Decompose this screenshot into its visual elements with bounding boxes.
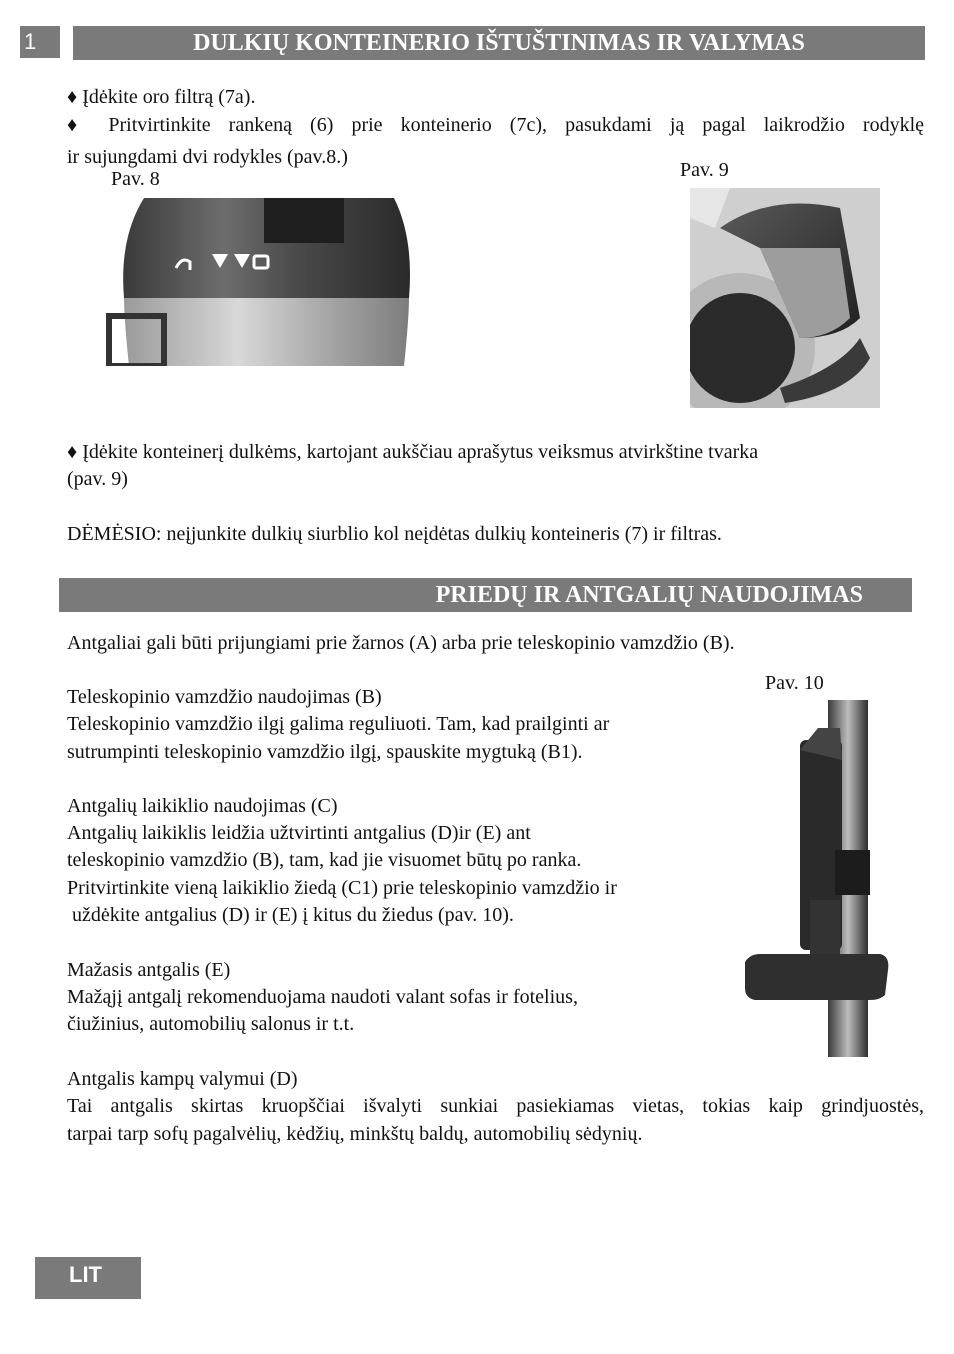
corner-nozzle-text-line2: tarpai tarp sofų pagalvėlių, kėdžių, minkštų baldų, automobilių sėdynių. [67,1123,643,1145]
container-lid-illustration [104,198,424,366]
corner-nozzle-text-line1: Tai antgalis skirtas kruopščiai išvalyti sunkiai pasiekiamas vietas, tokias kaip grindjuostės, [67,1095,924,1117]
telescopic-text-line2: sutrumpinti teleskopinio vamzdžio ilgį, spauskite mygtuką (B1). [67,741,583,763]
telescopic-text-line1: Teleskopinio vamzdžio ilgį galima reguliuoti. Tam, kad prailginti ar [67,713,610,735]
corner-nozzle-heading: Antgalis kampų valymui (D) [67,1068,298,1090]
telescopic-tube-illustration [740,700,905,1057]
section-title-accessories [59,578,912,612]
bullet-insert-filter: ♦ Įdėkite oro filtrą (7a). [67,86,256,108]
bullet-attach-handle-line2: ir sujungdami dvi rodykles (pav.8.) [67,146,348,168]
holder-text-line1: Antgalių laikiklis leidžia užtvirtinti antgalius (D)ir (E) ant [67,822,531,844]
figure-10-photo [740,700,905,1057]
small-nozzle-text-line2: čiužinius, automobilių salonus ir t.t. [67,1013,355,1035]
figure-8-photo [104,198,424,366]
figure-9-caption: Pav. 9 [680,159,729,181]
bullet-attach-handle-line1: ♦ Pritvirtinkite rankeną (6) prie konteinerio (7c), pasukdami ją pagal laikrodžio rodyklę [67,114,924,136]
figure-8-caption: Pav. 8 [111,168,160,190]
holder-text-line4: uždėkite antgalius (D) ir (E) į kitus du žiedus (pav. 10). [67,904,514,926]
section-title-container-cleaning [73,26,925,60]
figure-10-caption: Pav. 10 [765,672,824,694]
section-title-text: PRIEDŲ IR ANTGALIŲ NAUDOJIMAS [435,582,863,608]
bullet-insert-container-line1: ♦ Įdėkite konteinerį dulkėms, kartojant aukščiau aprašytus veiksmus atvirkštine tvarka [67,441,759,463]
small-nozzle-heading: Mažasis antgalis (E) [67,959,231,981]
telescopic-heading: Teleskopinio vamzdžio naudojimas (B) [67,686,382,708]
vacuum-container-illustration [690,188,880,408]
section-title-text: DULKIŲ KONTEINERIO IŠTUŠTINIMAS IR VALYMAS [193,30,805,56]
holder-heading: Antgalių laikiklio naudojimas (C) [67,795,338,817]
language-tag: LIT [35,1257,141,1299]
bullet-insert-container-line2: (pav. 9) [67,468,128,490]
holder-text-line2: teleskopinio vamzdžio (B), tam, kad jie visuomet būtų po ranka. [67,849,582,871]
warning-text: DĖMĖSIO: neįjunkite dulkių siurblio kol neįdėtas dulkių konteineris (7) ir filtras. [67,523,722,545]
figure-9-photo [690,188,880,408]
holder-text-line3: Pritvirtinkite vieną laikiklio žiedą (C1) prie teleskopinio vamzdžio ir [67,877,617,899]
small-nozzle-text-line1: Mažąjį antgalį rekomenduojama naudoti valant sofas ir fotelius, [67,986,578,1008]
accessories-intro: Antgaliai gali būti prijungiami prie žarnos (A) arba prie teleskopinio vamzdžio (B). [67,632,735,654]
page-number: 1 [20,26,60,58]
